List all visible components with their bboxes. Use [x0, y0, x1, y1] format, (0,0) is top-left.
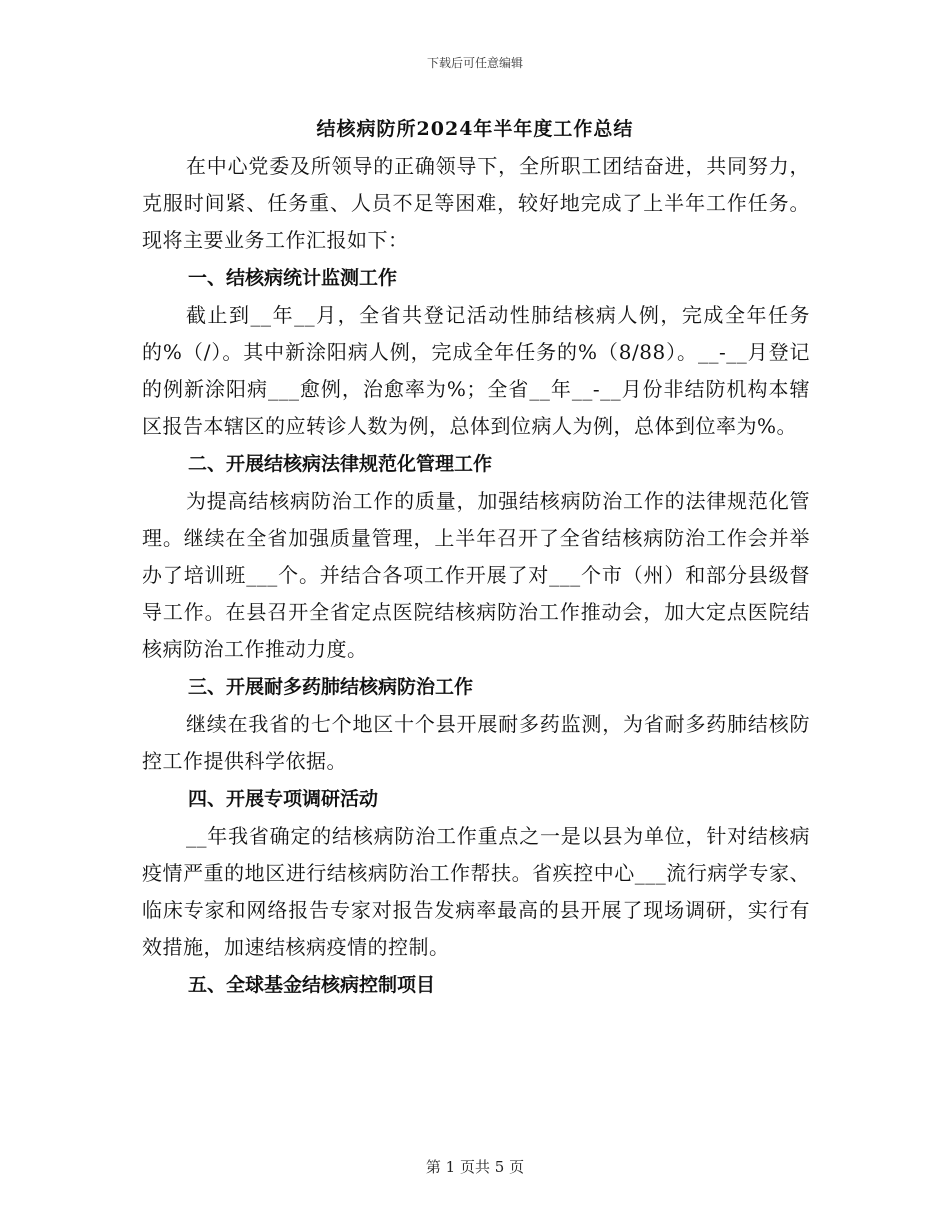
section-heading-1: 一、结核病统计监测工作	[188, 267, 398, 289]
section-body-4: __年我省确定的结核病防治工作重点之一是以县为单位，针对结核病疫情严重的地区进行结核病防治工作帮扶。省疾控中心___流行病学专家、临床专家和网络报告专家对报告发病率最高的县开展了现场调研，实行有效措施，加速结核病疫情的控制。	[142, 824, 810, 959]
section-heading-5: 五、全球基金结核病控制项目	[188, 974, 436, 996]
document-body	[142, 148, 810, 1004]
section-heading-4: 四、开展专项调研活动	[188, 788, 379, 810]
section-heading-3: 三、开展耐多药肺结核病防治工作	[188, 676, 474, 698]
page-header-note: 下载后可任意编辑	[426, 56, 523, 70]
section-body-2: 为提高结核病防治工作的质量，加强结核病防治工作的法律规范化管理。继续在全省加强质量管理，上半年召开了全省结核病防治工作会并举办了培训班___个。并结合各项工作开展了对___个市（州）和部分县级督导工作。在县召开全省定点医院结核病防治工作推动会，加大定点医院结核病防治工作推动力度。	[142, 489, 810, 661]
document-title: 结核病防所2024年半年度工作总结	[316, 118, 634, 140]
section-heading-2: 二、开展结核病法律规范化管理工作	[188, 453, 493, 475]
section-body-3: 继续在我省的七个地区十个县开展耐多药监测，为省耐多药肺结核防控工作提供科学依据。	[142, 712, 810, 773]
page-number: 第 1 页共 5 页	[425, 1158, 525, 1176]
section-body-1: 截止到__年__月，全省共登记活动性肺结核病人例，完成全年任务的%（/）。其中新涂阳病人例，完成全年任务的%（8/88）。__-__月登记的例新涂阳病___愈例，治愈率为%；全省__年__-__月份非结防机构本辖区报告本辖区的应转诊人数为例，总体到位病人为例，总体到位率为%。	[142, 303, 810, 438]
intro-paragraph: 在中心党委及所领导的正确领导下，全所职工团结奋进，共同努力，克服时间紧、任务重、人员不足等困难，较好地完成了上半年工作任务。现将主要业务工作汇报如下：	[142, 154, 810, 252]
